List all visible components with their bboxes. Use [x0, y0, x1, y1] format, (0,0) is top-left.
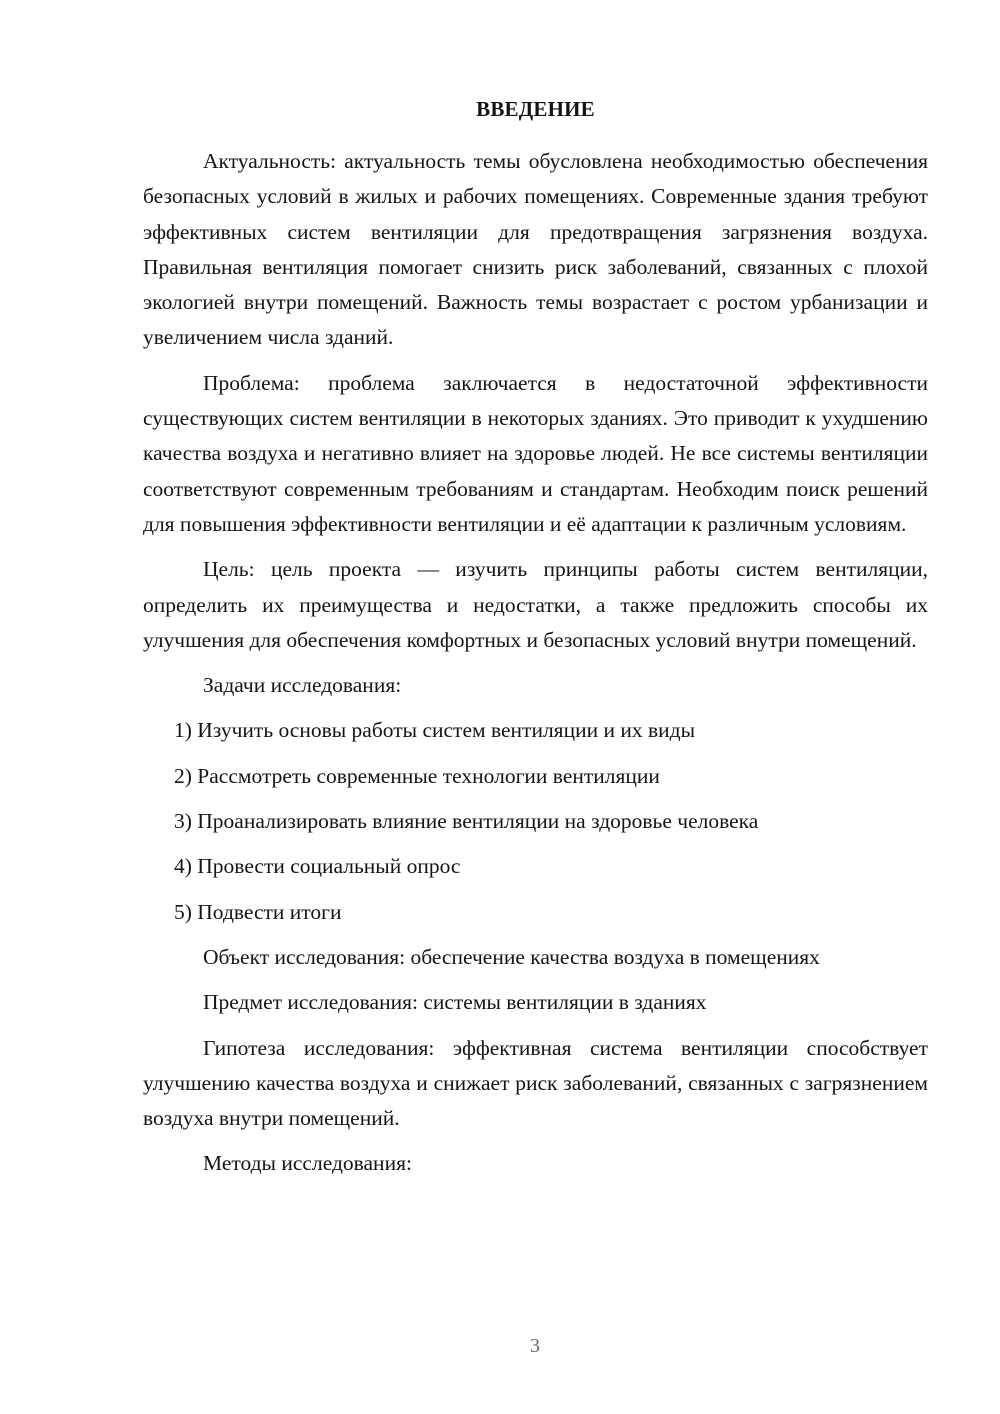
- goal-paragraph: Цель: цель проекта — изучить принципы работы систем вентиляции, определить их преимущества и недостатки, а также предложить способы их улучшения для обеспечения комфортных и безопасных условий внутри помещений.: [143, 557, 928, 652]
- problem-paragraph: Проблема: проблема заключается в недостаточной эффективности существующих систем вентиляции в некоторых зданиях. Это приводит к ухудшению качества воздуха и негативно влияет на здоровье людей. Не все системы вентиляции соответствуют современным требованиям и стандартам. Необходим поиск решений для повышения эффективности вентиляции и её адаптации к различным условиям.: [143, 370, 928, 536]
- research-subject: Предмет исследования: системы вентиляции в зданиях: [203, 990, 707, 1015]
- research-object: Объект исследования: обеспечение качества воздуха в помещениях: [203, 944, 820, 969]
- tasks-title: Задачи исследования:: [203, 673, 402, 698]
- task-item-4: 4) Провести социальный опрос: [174, 854, 461, 879]
- section-heading: ВВЕДЕНИЕ: [476, 97, 595, 121]
- hypothesis-paragraph: Гипотеза исследования: эффективная система вентиляции способствует улучшению качества воздуха и снижает риск заболеваний, связанных с загрязнением воздуха внутри помещений.: [143, 1035, 928, 1131]
- task-item-1: 1) Изучить основы работы систем вентиляции и их виды: [174, 718, 696, 743]
- page-content: [143, 92, 928, 1192]
- task-item-2: 2) Рассмотреть современные технологии вентиляции: [174, 763, 660, 788]
- relevance-paragraph: Актуальность: актуальность темы обусловлена необходимостью обеспечения безопасных условий в жилых и рабочих помещениях. Современные здания требуют эффективных систем вентиляции для предотвращения загрязнения воздуха. Правильная вентиляция помогает снизить риск заболеваний, связанных с плохой экологией внутри помещений. Важность темы возрастает с ростом урбанизации и увеличением числа зданий.: [143, 149, 928, 350]
- page-number: 3: [530, 1335, 540, 1357]
- methods-title: Методы исследования:: [203, 1151, 412, 1176]
- task-item-3: 3) Проанализировать влияние вентиляции на здоровье человека: [174, 809, 759, 834]
- task-item-5: 5) Подвести итоги: [174, 899, 342, 924]
